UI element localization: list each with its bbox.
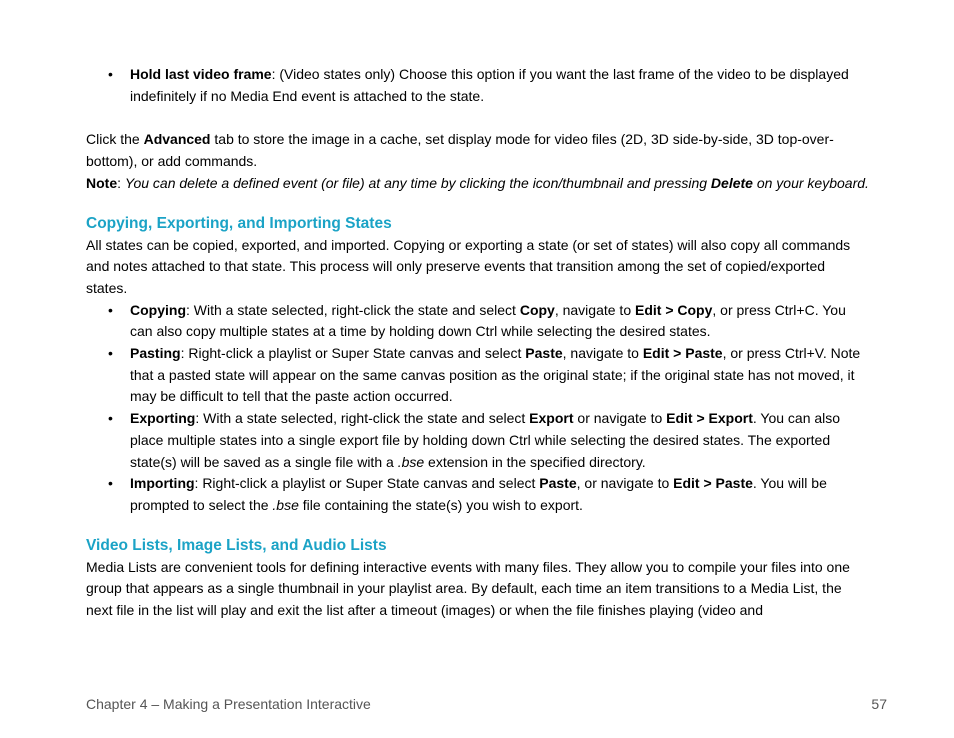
bold-run: Edit > Copy xyxy=(635,301,713,318)
section-intro-media-lists: Media Lists are convenient tools for defining interactive events with many files. They allow you to compile your files into one group that appears as a single thumbnail in your playlist area. By default, each time an item transitions to a Media List, the next file in the list will play and exit the list after a timeout (images) or when the file finishes playing (video and xyxy=(86,558,850,619)
text-run: : With a state selected, right-click the state and select xyxy=(195,410,530,427)
text-run: : Right-click a playlist or Super State canvas and select xyxy=(180,345,526,362)
text-run: , or press Ctrl+C. You can also copy multiple states at a time by holding down Ctrl while selecting the desired states. xyxy=(130,301,846,340)
text-run: . You will be prompted to select the xyxy=(130,475,827,513)
text-run: : xyxy=(117,174,125,191)
bold-run: Edit > Export xyxy=(666,410,753,427)
text-run: : With a state selected, right-click the state and select xyxy=(186,301,520,318)
text-run: Click the xyxy=(86,131,144,148)
note-label: Note xyxy=(86,174,118,191)
text-run: or navigate to xyxy=(573,410,667,427)
italic-run: .bse xyxy=(397,453,425,470)
text-run: extension in the specified directory. xyxy=(424,453,646,470)
bullet-text: : (Video states only) Choose this option if you want the last frame of the video to be displayed indefinitely if no Media End event is attached to the state. xyxy=(130,66,849,104)
list-item-importing xyxy=(86,473,870,516)
page-content xyxy=(86,64,870,622)
list-item-pasting xyxy=(86,343,870,408)
bullet-marker: • xyxy=(108,410,113,427)
options-list xyxy=(86,64,870,107)
note-paragraph xyxy=(86,173,870,195)
footer-chapter-title: Chapter 4 – Making a Presentation Interactive xyxy=(86,696,371,712)
bullet-term: Pasting xyxy=(130,345,181,362)
copy-actions-list xyxy=(86,300,870,517)
bullet-term: Copying xyxy=(130,301,186,318)
text-run: , navigate to xyxy=(554,301,635,318)
bold-run: Paste xyxy=(539,475,577,492)
bullet-term: Hold last video frame xyxy=(130,66,272,82)
italic-run: .bse xyxy=(272,496,299,513)
footer-page-number: 57 xyxy=(871,696,887,712)
bold-run: Edit > Paste xyxy=(673,475,753,492)
bullet-term: Exporting xyxy=(130,410,196,427)
bullet-term: Importing xyxy=(130,475,195,492)
bullet-marker: • xyxy=(108,345,113,362)
bullet-marker: • xyxy=(108,475,113,492)
advanced-paragraph xyxy=(86,129,870,172)
text-run: . You can also place multiple states into a single export file by holding down Ctrl while selecting the desired states. The exported state(s) will be saved as a single file with a xyxy=(130,410,841,470)
text-run: , or press Ctrl+V. Note that a pasted state will appear on the same canvas position as the original state; if the original state has not moved, it may be difficult to tell that the paste action occurred. xyxy=(130,345,861,405)
note-text: You can delete a defined event (or file) at any time by clicking the icon/thumbnail and pressing xyxy=(124,174,711,191)
list-item-copying xyxy=(86,300,870,343)
list-item-hold-last-frame xyxy=(86,64,870,107)
bullet-marker: • xyxy=(108,66,113,82)
advanced-term: Advanced xyxy=(143,131,211,148)
bold-run: Copy xyxy=(519,301,555,318)
bullet-marker: • xyxy=(108,301,113,318)
text-run: tab to store the image in a cache, set display mode for video files (2D, 3D side-by-side, 3D top-over-bottom), or add commands. xyxy=(86,131,834,170)
text-run: , or navigate to xyxy=(576,475,674,492)
section-heading-media-lists: Video Lists, Image Lists, and Audio Lists xyxy=(86,536,387,554)
text-run: : Right-click a playlist or Super State canvas and select xyxy=(194,475,540,492)
bold-run: Edit > Paste xyxy=(642,345,723,362)
list-item-exporting xyxy=(86,408,870,473)
text-run: , navigate to xyxy=(562,345,643,362)
section-intro-copying: All states can be copied, exported, and imported. Copying or exporting a state (or set of states) will also copy all commands and notes attached to that state. This process will only preserve events that transition among the set of copied/exported states. xyxy=(86,236,851,296)
note-text: on your keyboard. xyxy=(752,174,869,191)
bold-run: Export xyxy=(529,410,574,427)
section-heading-copying: Copying, Exporting, and Importing States xyxy=(86,214,392,232)
note-key: Delete xyxy=(710,174,753,191)
text-run: file containing the state(s) you wish to export. xyxy=(298,496,583,513)
bold-run: Paste xyxy=(525,345,563,362)
